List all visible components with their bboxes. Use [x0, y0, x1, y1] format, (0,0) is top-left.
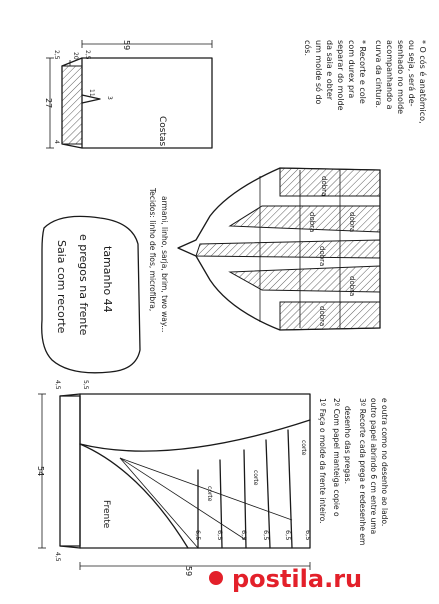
pleat-measure: 6,5: [194, 530, 202, 541]
fold-label: dobra: [308, 212, 316, 233]
pleat-measure: 6,5: [216, 530, 224, 541]
note-line: um molde só do: [314, 40, 323, 105]
cut-label: corte: [206, 486, 213, 502]
back-dim-top-right: 2,5: [84, 50, 91, 60]
pleat-measure: 6,5: [304, 530, 312, 541]
title-line-2: e pregos na frente: [77, 234, 90, 336]
cut-label: corte: [300, 440, 307, 456]
back-panel: [44, 40, 212, 148]
watermark-logo: [209, 565, 362, 593]
pleat-wedge: [280, 168, 380, 196]
front-dim-width: 54: [36, 466, 45, 477]
pleat-fan-diagram: [178, 168, 380, 330]
instructions-block: [318, 398, 389, 545]
note-line: acompanhando a: [385, 40, 394, 110]
back-dim-dart: 11: [88, 89, 95, 97]
front-outline: [80, 394, 310, 548]
note-line: com durex pra: [347, 40, 356, 99]
pleat-measure: 6,5: [240, 530, 248, 541]
fold-label: dobra: [348, 212, 356, 233]
front-dim-bottom-left: 4,5: [54, 552, 61, 562]
note-line: * O cós é anatômico,: [418, 40, 427, 124]
step-line: 3º Recorte cada prega e redesenhe em: [358, 398, 367, 546]
title-bubble: [42, 216, 140, 372]
front-dim-top-left: 4,5: [54, 380, 61, 390]
title-line-1: Saia com recorte: [55, 240, 68, 334]
back-waistband: [62, 66, 82, 144]
fabric-line-1: Tecidos: linho de fios, microfibra,: [148, 188, 157, 312]
pleat-measure: 6,5: [262, 530, 270, 541]
fold-label: dobra: [318, 306, 326, 327]
pleat-wedge: [196, 240, 380, 258]
step-line: 2º Com papel manteiga copie o: [332, 398, 341, 517]
watermark-text: postila.ru: [232, 565, 363, 593]
step-line: e outra como no desenho ao lado.: [380, 398, 389, 527]
fold-label: dobra: [320, 176, 328, 197]
back-dim-waist: 20: [72, 52, 79, 60]
back-outline: [82, 58, 212, 148]
step-line: desenho das pregas.: [343, 406, 352, 484]
step-line: outro papel abrindo 6 cm entre uma: [369, 398, 378, 535]
front-dim-length: 59: [184, 566, 193, 577]
note-line: senhado no molde: [396, 40, 405, 115]
front-waistband: [60, 396, 80, 546]
note-line: da saia e obter: [325, 40, 334, 101]
note-line: curva da cintura.: [374, 40, 383, 109]
pleat-measure: 6,5: [284, 530, 292, 541]
front-seam-curve: [80, 420, 310, 451]
fold-label: dobra: [318, 246, 326, 267]
notes-block: [303, 40, 428, 124]
note-line: separar do molde: [336, 40, 345, 111]
front-dim-top-right: 5,5: [82, 380, 89, 390]
back-dim-top-left: 2,5: [53, 50, 60, 60]
step-line: 1º Faça o molde da frente inteiro.: [318, 398, 327, 524]
pleat-wedge: [230, 206, 380, 232]
title-line-3: tamanho 44: [101, 246, 114, 313]
fabric-block: [148, 187, 169, 332]
back-dim-bottom: 4: [53, 140, 60, 144]
cut-label: corte: [252, 470, 259, 486]
front-panel: [36, 380, 312, 576]
note-line: * Recorte e cole: [358, 40, 367, 104]
back-label: Costas: [157, 116, 167, 147]
back-dim-length: 59: [122, 40, 131, 51]
pleat-wedge: [280, 302, 380, 330]
back-dim-dart-width: 3: [106, 96, 113, 100]
note-line: ou seja, será de-: [407, 40, 416, 107]
pleat-wedge: [230, 266, 380, 292]
note-line: cós.: [303, 40, 312, 57]
watermark-dot: [209, 571, 223, 585]
front-label: Frente: [101, 500, 111, 529]
fold-label: dobra: [348, 276, 356, 297]
back-dim-width: 27: [44, 98, 53, 109]
fabric-line-2: armani, linho, sarja, brim, two way...: [160, 196, 169, 333]
